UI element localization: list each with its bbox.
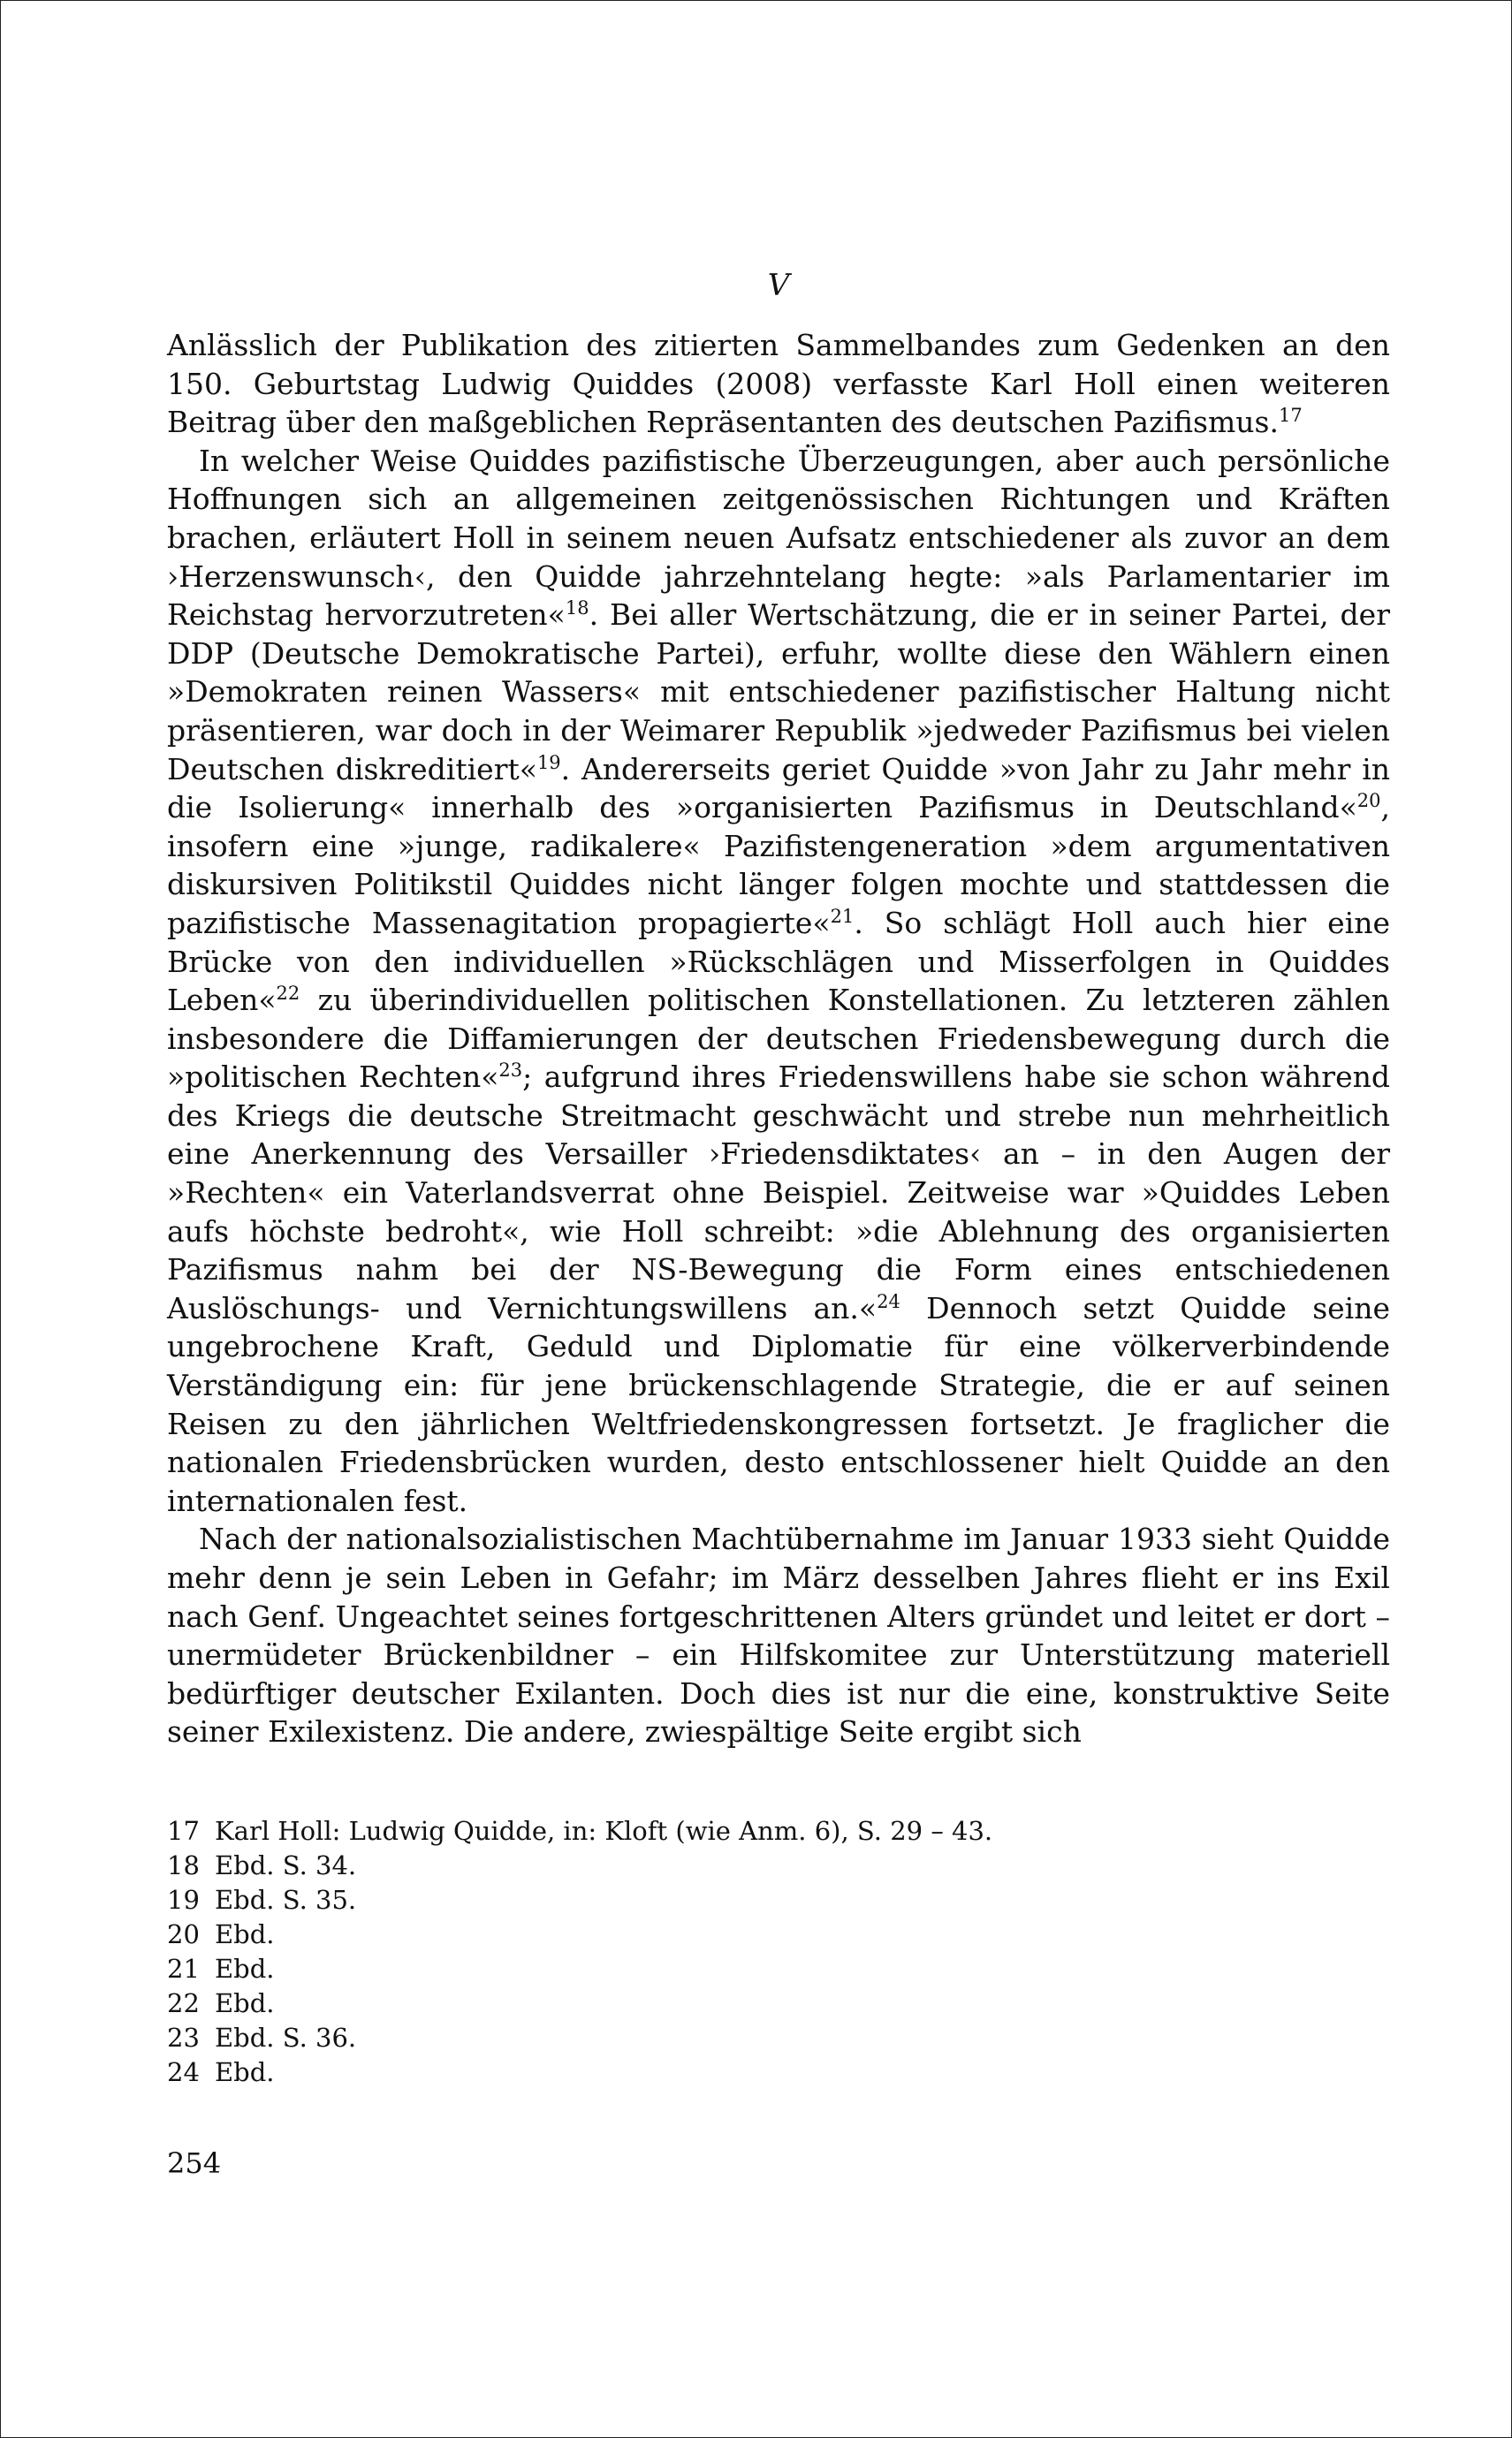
footnote-ref-18[interactable]: 18: [565, 597, 589, 619]
footnote-number: 24: [167, 2057, 200, 2087]
footnote-number: 19: [167, 1885, 200, 1915]
footnote-number: 20: [167, 1919, 200, 1949]
paragraph-text: ; aufgrund ihres Friedenswillens habe sie schon während des Kriegs die deutsche Streitmacht geschwächt und strebe nun mehrheitlich eine Anerkennung des Versailler ›Friedensdiktates‹ an – in den Augen der »Rechten« ein Vaterlandsverrat ohne Beispiel. Zeitweise war »Quiddes Leben aufs höchste bedroht«, wie Holl schreibt: »die Ablehnung des organisierten Pazifismus nahm bei der NS-Bewegung die Form eines entschiedenen Auslöschungs- und Vernichtungswillens an.«: [167, 1060, 1390, 1325]
footnote-ref-24[interactable]: 24: [877, 1290, 900, 1312]
footnote-text: Ebd.: [215, 1988, 275, 2018]
footnote-text: Ebd. S. 34.: [215, 1850, 357, 1880]
footnote-text: Karl Holl: Ludwig Quidde, in: Kloft (wie Anm. 6), S. 29 – 43.: [215, 1816, 993, 1846]
section-heading: V: [767, 268, 790, 303]
body-text: [167, 266, 1390, 1751]
footnote-number: 23: [167, 2023, 200, 2053]
footnote-ref-20[interactable]: 20: [1356, 790, 1381, 812]
paragraph-text: . So schlägt Holl auch hier eine Brücke von den individuellen »Rückschlägen und Misserfolgen in Quiddes Leben«: [167, 905, 1390, 1018]
footnote-number: 17: [167, 1816, 200, 1846]
footnote-ref-17[interactable]: 17: [1278, 405, 1303, 427]
footnote-ref-23[interactable]: 23: [498, 1060, 523, 1082]
footnote: [167, 2055, 1316, 2090]
paragraph-text: Dennoch setzt Quidde seine ungebrochene Kraft, Geduld und Diplomatie für eine völkerverbindende Verständigung ein: für jene brückenschlagende Strategie, die er auf seinen Reisen zu den jährlichen Weltfriedenskongressen fortsetzt. Je fraglicher die nationalen Friedensbrücken wurden, desto entschlossener hielt Quidde an den internationalen fest.: [167, 1290, 1390, 1518]
paragraph-text: Nach der nationalsozialistischen Machtübernahme im Januar 1933 sieht Quidde mehr denn je sein Leben in Gefahr; im März desselben Jahres flieht er ins Exil nach Genf. Ungeachtet seines fortgeschrittenen Alters gründet und leitet er dort – unermüdeter Brückenbildner – ein Hilfskomitee zur Unterstützung materiell bedürftiger deutscher Exilanten. Doch dies ist nur die eine, konstruktive Seite seiner Exilexistenz. Die andere, zwiespältige Seite ergibt sich: [167, 1522, 1390, 1750]
footnote-ref-22[interactable]: 22: [276, 983, 300, 1005]
footnote: [167, 1883, 1316, 1918]
footnote-text: Ebd. S. 35.: [215, 1885, 357, 1915]
footnote: [167, 1918, 1316, 1952]
paragraph-1: [167, 326, 1390, 442]
footnote: [167, 1849, 1316, 1883]
footnote: [167, 1986, 1316, 2021]
footnote-ref-21[interactable]: 21: [830, 905, 855, 927]
paragraph-text: zu überindividuellen politischen Konstellationen. Zu letzteren zählen insbesondere die Diffamierungen der deutschen Friedensbewegung durch die »politischen Rechten«: [167, 983, 1390, 1095]
footnote-text: Ebd. S. 36.: [215, 2023, 357, 2053]
footnote-number: 21: [167, 1954, 200, 1984]
paragraph-text: . Bei aller Wertschätzung, die er in seiner Partei, der DDP (Deutsche Demokratische Partei), erfuhr, wollte diese den Wählern einen »Demokraten reinen Wassers« mit entschiedener pazifistischer Haltung nicht präsentieren, war doch in der Weimarer Republik »jedweder Pazifismus bei vielen Deutschen diskreditiert«: [167, 597, 1390, 786]
page-number: 254: [167, 2146, 222, 2180]
paragraph-text: . Andererseits geriet Quidde »von Jahr zu Jahr mehr in die Isolierung« innerhalb des »organisierten Pazifismus in Deutschland«: [167, 751, 1390, 825]
footnotes: [167, 1814, 1316, 2090]
paragraph-text: Anlässlich der Publikation des zitierten Sammelbandes zum Gedenken an den 150. Geburtstag Ludwig Quiddes (2008) verfasste Karl Holl einen weiteren Beitrag über den maßgeblichen Repräsentanten des deutschen Pazifismus.: [167, 328, 1390, 440]
paragraph-text: In welcher Weise Quiddes pazifistische Überzeugungen, aber auch persönliche Hoffnungen sich an allgemeinen zeitgenössischen Richtungen und Kräften brachen, erläutert Holl in seinem neuen Aufsatz entschiedener als zuvor an dem ›Herzenswunsch‹, den Quidde jahrzehntelang hegte: »als Parlamentarier im Reichstag hervorzutreten«: [167, 443, 1390, 633]
paragraph-3: [167, 1520, 1390, 1751]
footnote-number: 22: [167, 1988, 200, 2018]
footnote-text: Ebd.: [215, 2057, 275, 2087]
paragraph-2: [167, 442, 1390, 1521]
footnote-number: 18: [167, 1850, 200, 1880]
footnote-ref-19[interactable]: 19: [536, 751, 561, 773]
footnote: [167, 1952, 1316, 1986]
paragraph-text: , insofern eine »junge, radikalere« Pazifistengeneration »dem argumentativen diskursiven Politikstil Quiddes nicht länger folgen mochte und stattdessen die pazifistische Massenagitation propagierte«: [167, 790, 1390, 940]
footnote: [167, 1814, 1316, 1849]
footnote-text: Ebd.: [215, 1919, 275, 1949]
footnote: [167, 2021, 1316, 2055]
footnote-text: Ebd.: [215, 1954, 275, 1984]
